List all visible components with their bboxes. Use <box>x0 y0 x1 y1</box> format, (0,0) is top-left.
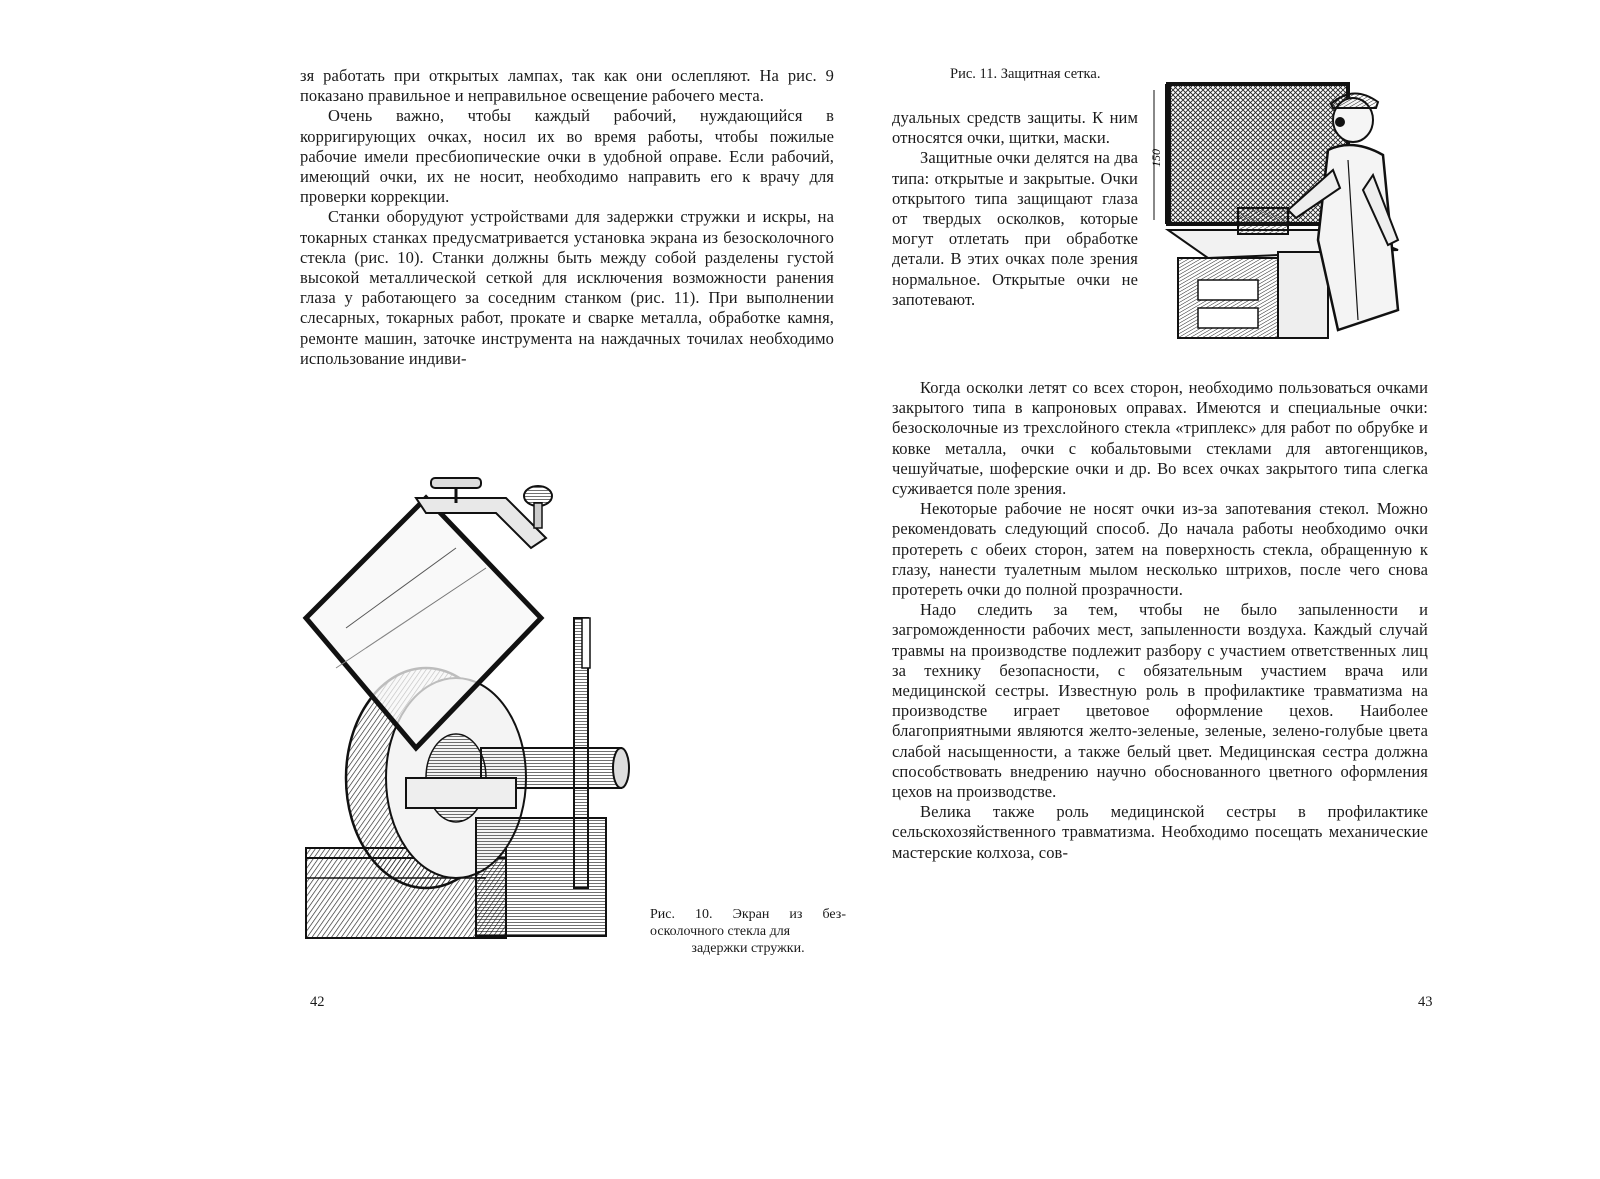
paragraph: Станки оборудуют устройствами для задержки стружки и искры, на токарных станках предусматривается установка экрана из безосколочного стекла (рис. 10). Станки должны быть между собой разделены густой высокой металлической сеткой для исключения возможности ранения глаза у работающего за соседним станком (рис. 11). При выполнении слесарных, токарных работ, прокате и сварке металла, обработке камня, ремонте машин, заточке инструмента на наждачных точилах необходимо использование индиви- <box>300 207 834 368</box>
paragraph: Некоторые рабочие не носят очки из-за запотевания стекол. Можно рекомендовать следующий способ. До начала работы необходимо очки протереть с обеих сторон, затем на поверхность стекла, обращенную к глазу, нанести туалетным мылом несколько штрихов, после чего снова протереть очки до полной прозрачности. <box>892 499 1428 600</box>
paragraph: зя работать при открытых лампах, так как они ослепляют. На рис. 9 показано правильное и неправильное освещение рабочего места. <box>300 66 834 106</box>
page-number-right: 43 <box>1418 994 1433 1010</box>
left-page-text <box>300 66 834 369</box>
paragraph: Защитные очки делятся на два типа: открытые и закрытые. Очки открытого типа защищают глаза от твердых осколков, которые могут отлетать при обработке детали. В этих очках поле зрения нормальное. Открытые очки не запотевают. <box>892 148 1138 309</box>
page-number-left: 42 <box>310 994 325 1010</box>
right-page-text-beside-figure <box>892 108 1138 310</box>
caption-line: Рис. 10. Экран из без- <box>650 907 846 922</box>
figure-11-caption: Рис. 11. Защитная сетка. <box>950 66 1101 82</box>
caption-line: осколочного стекла для <box>650 924 791 939</box>
paragraph: Когда осколки летят со всех сторон, необходимо пользоваться очками закрытого типа в капроновых оправах. Имеются и специальные очки: безосколочные из трехслойного стекла «триплекс» для работ по обрубке и ковке металла, очки с кобальтовыми стеклами для автогенщиков, чешуйчатые, шоферские очки и др. Во всех очках закрытого типа слегка суживается поле зрения. <box>892 378 1428 499</box>
paragraph: Очень важно, чтобы каждый рабочий, нуждающийся в корригирующих очках, носил их во время работы, чтобы пожилые рабочие имели пресбиопические очки в удобной оправе. Если рабочий, имеющий очки, их не носит, необходимо направить его к врачу для проверки коррекции. <box>300 106 834 207</box>
paragraph: дуальных средств защиты. К ним относятся очки, щитки, маски. <box>892 108 1138 148</box>
dimension-label: 150 <box>1149 149 1163 167</box>
figure-11-protective-mesh-illustration <box>1149 80 1428 342</box>
figure-10-caption <box>650 906 846 957</box>
figure-10-lathe-screen-illustration <box>306 478 630 948</box>
paragraph: Велика также роль медицинской сестры в профилактике сельскохозяйственного травматизма. Необходимо посещать механические мастерские колхоза, сов- <box>892 802 1428 862</box>
paragraph: Надо следить за тем, чтобы не было запыленности и загроможденности рабочих мест, запыленности воздуха. Каждый случай травмы на производстве подлежит разбору с участием ответственных лиц за технику безопасности, с обязательным участием врача или медицинской сестры. Известную роль в профилактике травматизма на производстве играет цветовое оформление цехов. Наиболее благоприятными являются желто-зеленые, зеленые, зелено-голубые цвета слабой насыщенности, а также белый цвет. Медицинская сестра должна способствовать внедрению научно обоснованного цветного оформления цехов на производстве. <box>892 600 1428 802</box>
right-page-text <box>892 378 1428 863</box>
caption-line: задержки стружки. <box>691 941 805 956</box>
